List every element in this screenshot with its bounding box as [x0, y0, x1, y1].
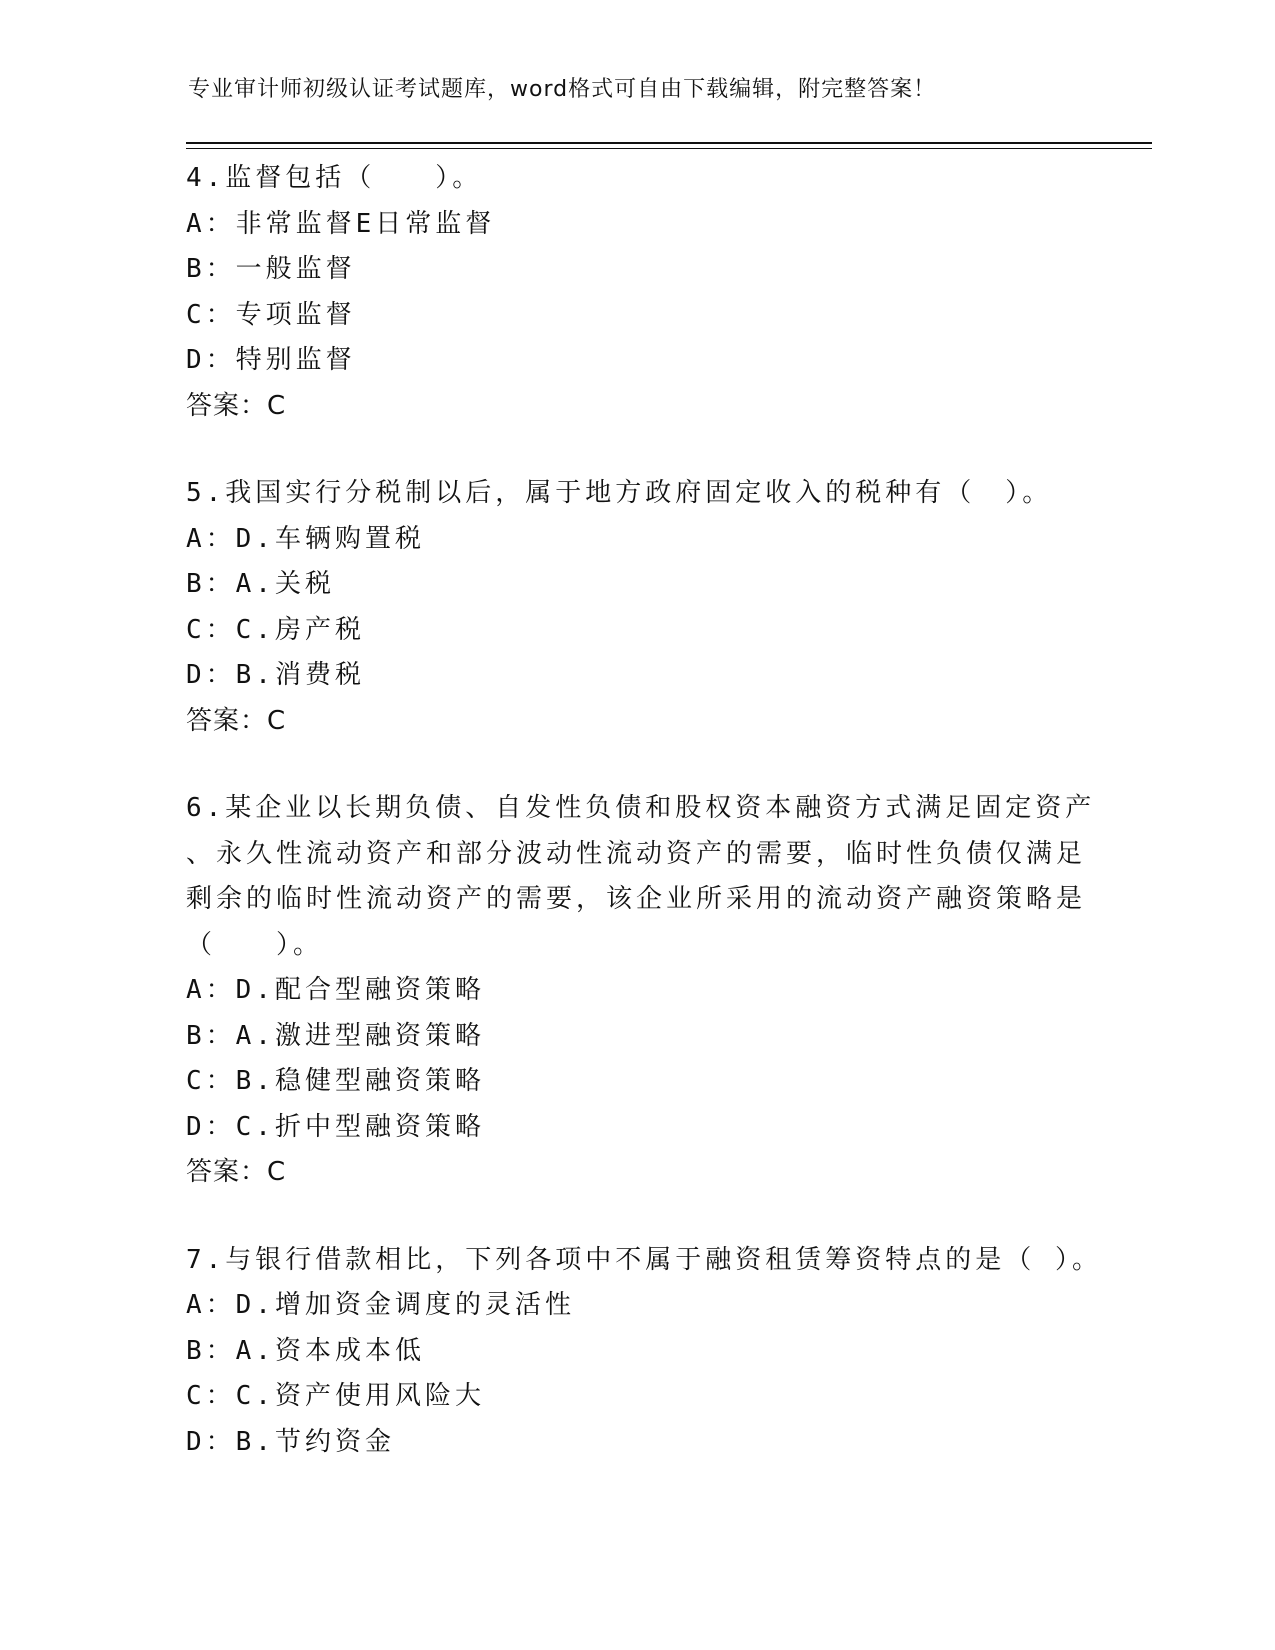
option-a: A：D.增加资金调度的灵活性	[186, 1290, 575, 1320]
option-c: C：C.房产税	[186, 614, 365, 645]
option-a: A：非常监督E日常监督	[186, 208, 496, 239]
option-d: D：特别监督	[186, 345, 356, 375]
question-stem-line-4: （ ）。	[186, 929, 324, 960]
answer: 答案：C	[186, 1157, 287, 1187]
option-a: A：D.车辆购置税	[186, 523, 425, 554]
question-stem-line-2: 、永久性流动资产和部分波动性流动资产的需要，临时性负债仅满足	[186, 838, 1087, 869]
option-b: B：一般监督	[186, 254, 356, 284]
option-c: C：专项监督	[186, 299, 356, 330]
option-c: C：B.稳健型融资策略	[186, 1066, 485, 1096]
option-b: B：A.激进型融资策略	[186, 1020, 485, 1051]
question-5	[186, 471, 1086, 744]
question-7	[186, 1238, 1102, 1466]
header-divider	[186, 142, 1152, 149]
question-stem-line-3: 剩余的临时性流动资产的需要，该企业所采用的流动资产融资策略是	[186, 884, 1087, 914]
question-stem: 4.监督包括（ ）。	[186, 163, 483, 193]
answer: 答案：C	[186, 390, 287, 421]
question-stem-line-1: 6.某企业以长期负债、自发性负债和股权资本融资方式满足固定资产	[186, 793, 1096, 823]
question-stem: 5.我国实行分税制以后，属于地方政府固定收入的税种有（ ）。	[186, 478, 1053, 508]
option-b: B：A.关税	[186, 569, 335, 599]
option-d: D：C.折中型融资策略	[186, 1111, 485, 1142]
answer: 答案：C	[186, 705, 287, 736]
option-d: D：B.消费税	[186, 660, 365, 690]
option-b: B：A.资本成本低	[186, 1335, 425, 1366]
page-header: 专业审计师初级认证考试题库，word格式可自由下载编辑，附完整答案！	[188, 77, 937, 102]
option-a: A：D.配合型融资策略	[186, 975, 485, 1005]
option-c: C：C.资产使用风险大	[186, 1381, 485, 1411]
option-d: D：B.节约资金	[186, 1426, 395, 1457]
question-stem: 7.与银行借款相比，下列各项中不属于融资租赁筹资特点的是（ ）。	[186, 1244, 1102, 1275]
question-list	[186, 156, 1102, 1507]
question-4	[186, 156, 1086, 429]
question-6	[186, 786, 1096, 1196]
